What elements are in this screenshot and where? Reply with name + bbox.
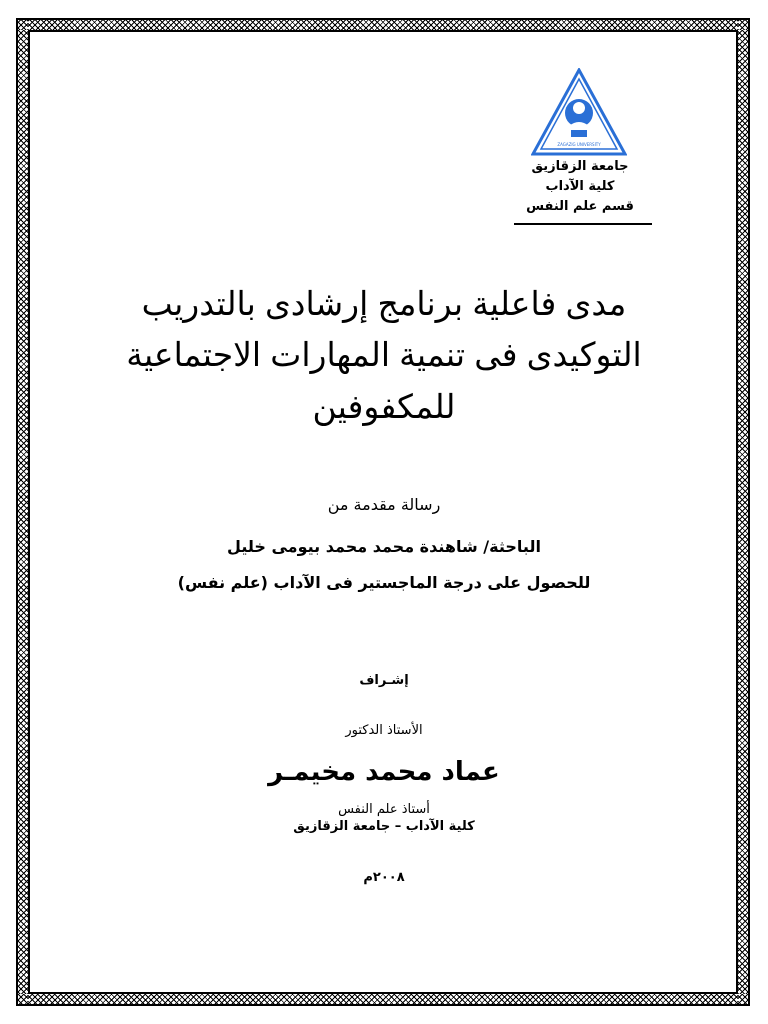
thesis-title-line-2: التوكيدى فى تنمية المهارات الاجتماعية bbox=[126, 336, 642, 373]
supervisor-name: عماد محمد مخيمـر bbox=[268, 757, 500, 787]
submission-intro: رسالة مقدمة من bbox=[327, 495, 441, 514]
faculty-name: كلية الآداب bbox=[545, 179, 615, 194]
department-name: قسم علم النفس bbox=[526, 199, 634, 214]
thesis-title-line-1: مدى فاعلية برنامج إرشادى بالتدريب bbox=[141, 285, 627, 322]
university-name: جامعة الزقازيق bbox=[531, 159, 629, 174]
year: ٢٠٠٨م bbox=[363, 870, 405, 885]
supervisor-position: أستاذ علم النفس bbox=[338, 802, 430, 817]
degree-purpose: للحصول على درجة الماجستير فى الآداب (علم نفس) bbox=[177, 573, 591, 592]
header-rule bbox=[514, 223, 652, 225]
zagazig-university-seal-icon bbox=[531, 68, 627, 156]
supervisor-affiliation: كلية الآداب – جامعة الزقازيق bbox=[293, 819, 475, 834]
supervision-heading: إشـراف bbox=[359, 673, 409, 688]
thesis-title-line-3: للمكفوفين bbox=[312, 388, 456, 425]
researcher-name: الباحثة/ شاهندة محمد محمد بيومى خليل bbox=[227, 537, 541, 556]
svg-text:ZAGAZIG UNIVERSITY: ZAGAZIG UNIVERSITY bbox=[557, 142, 601, 147]
supervisor-rank: الأستاذ الدكتور bbox=[345, 723, 423, 738]
